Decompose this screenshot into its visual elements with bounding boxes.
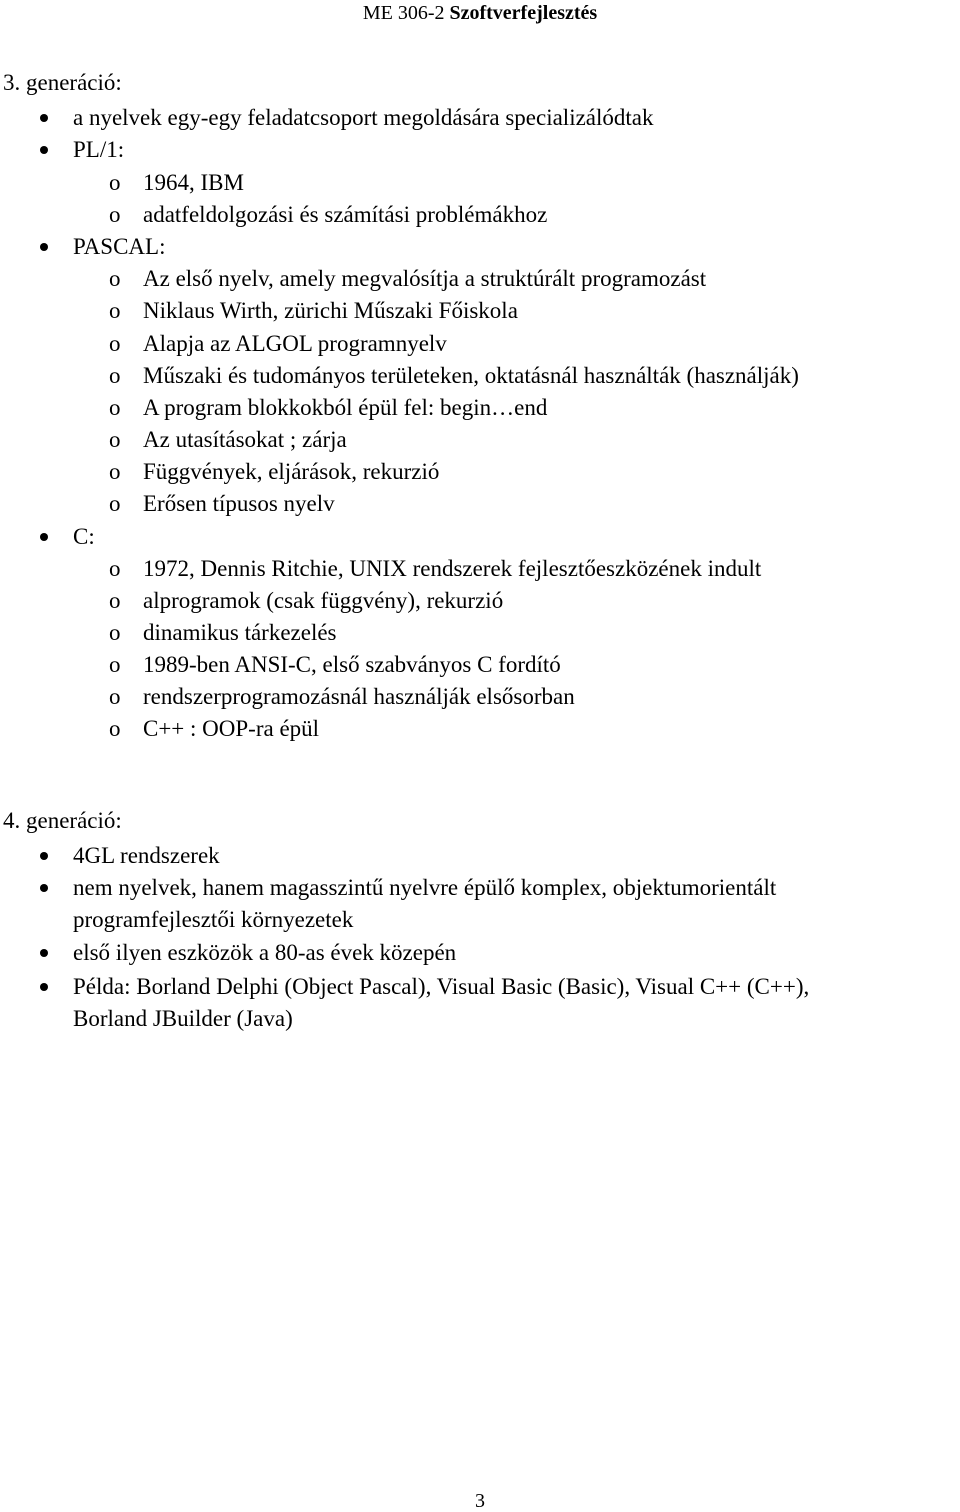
bullet-icon <box>40 533 48 541</box>
list-item-pascal: PASCAL: <box>73 234 166 259</box>
list-item-continuation: programfejlesztői környezetek <box>73 907 354 932</box>
bullet-icon <box>40 884 48 892</box>
circle-bullet-icon: o <box>109 684 121 709</box>
sub-list-item: Az első nyelv, amely megvalósítja a struktúrált programozást <box>143 266 707 291</box>
circle-bullet-icon: o <box>109 491 121 516</box>
circle-bullet-icon: o <box>109 556 121 581</box>
sub-list-item: rendszerprogramozásnál használják elsősorban <box>143 684 575 709</box>
sub-list-item: Függvények, eljárások, rekurzió <box>143 459 440 484</box>
sub-list-item: Műszaki és tudományos területeken, oktatásnál használták (használják) <box>143 363 799 388</box>
circle-bullet-icon: o <box>109 266 121 291</box>
circle-bullet-icon: o <box>109 427 121 452</box>
circle-bullet-icon: o <box>109 363 121 388</box>
sub-list-item: Niklaus Wirth, zürichi Műszaki Főiskola <box>143 298 518 323</box>
sub-list-item: dinamikus tárkezelés <box>143 620 337 645</box>
section-title-gen4: 4. generáció: <box>3 808 122 833</box>
circle-bullet-icon: o <box>109 298 121 323</box>
sub-list-item: 1964, IBM <box>143 170 244 195</box>
circle-bullet-icon: o <box>109 459 121 484</box>
bullet-icon <box>40 983 48 991</box>
sub-list-item: 1989-ben ANSI-C, első szabványos C fordító <box>143 652 561 677</box>
bullet-icon <box>40 949 48 957</box>
circle-bullet-icon: o <box>109 331 121 356</box>
header-course: ME 306-2 <box>362 2 445 24</box>
list-item-pl1: PL/1: <box>73 137 125 162</box>
bullet-icon <box>40 146 48 154</box>
circle-bullet-icon: o <box>109 170 121 195</box>
sub-list-item: Az utasításokat ; zárja <box>143 427 347 452</box>
bullet-icon <box>40 243 48 251</box>
section-title-gen3: 3. generáció: <box>3 70 122 95</box>
sub-list-item: A program blokkokból épül fel: begin…end <box>143 395 548 420</box>
sub-list-item: C++ : OOP-ra épül <box>143 716 320 741</box>
list-item-c: C: <box>73 524 95 549</box>
sub-list-item: Erősen típusos nyelv <box>143 491 335 516</box>
circle-bullet-icon: o <box>109 395 121 420</box>
list-item: nem nyelvek, hanem magasszintű nyelvre épülő komplex, objektumorientált <box>73 875 777 900</box>
sub-list-item: Alapja az ALGOL programnyelv <box>143 331 447 356</box>
sub-list-item: adatfeldolgozási és számítási problémákhoz <box>143 202 548 227</box>
list-item: első ilyen eszközök a 80-as évek közepén <box>73 940 457 965</box>
circle-bullet-icon: o <box>109 588 121 613</box>
circle-bullet-icon: o <box>109 716 121 741</box>
list-item: a nyelvek egy-egy feladatcsoport megoldására specializálódtak <box>73 105 654 130</box>
page-header <box>0 0 960 26</box>
circle-bullet-icon: o <box>109 202 121 227</box>
circle-bullet-icon: o <box>109 620 121 645</box>
bullet-icon <box>40 114 48 122</box>
page-number: 3 <box>475 1490 485 1512</box>
list-item: Példa: Borland Delphi (Object Pascal), Visual Basic (Basic), Visual C++ (C++), <box>73 974 810 999</box>
sub-list-item: 1972, Dennis Ritchie, UNIX rendszerek fejlesztőeszközének indult <box>143 556 762 581</box>
circle-bullet-icon: o <box>109 652 121 677</box>
sub-list-item: alprogramok (csak függvény), rekurzió <box>143 588 504 613</box>
header-subject: Szoftverfejlesztés <box>449 2 598 24</box>
list-item-continuation: Borland JBuilder (Java) <box>73 1006 293 1031</box>
list-item: 4GL rendszerek <box>73 843 220 868</box>
bullet-icon <box>40 852 48 860</box>
